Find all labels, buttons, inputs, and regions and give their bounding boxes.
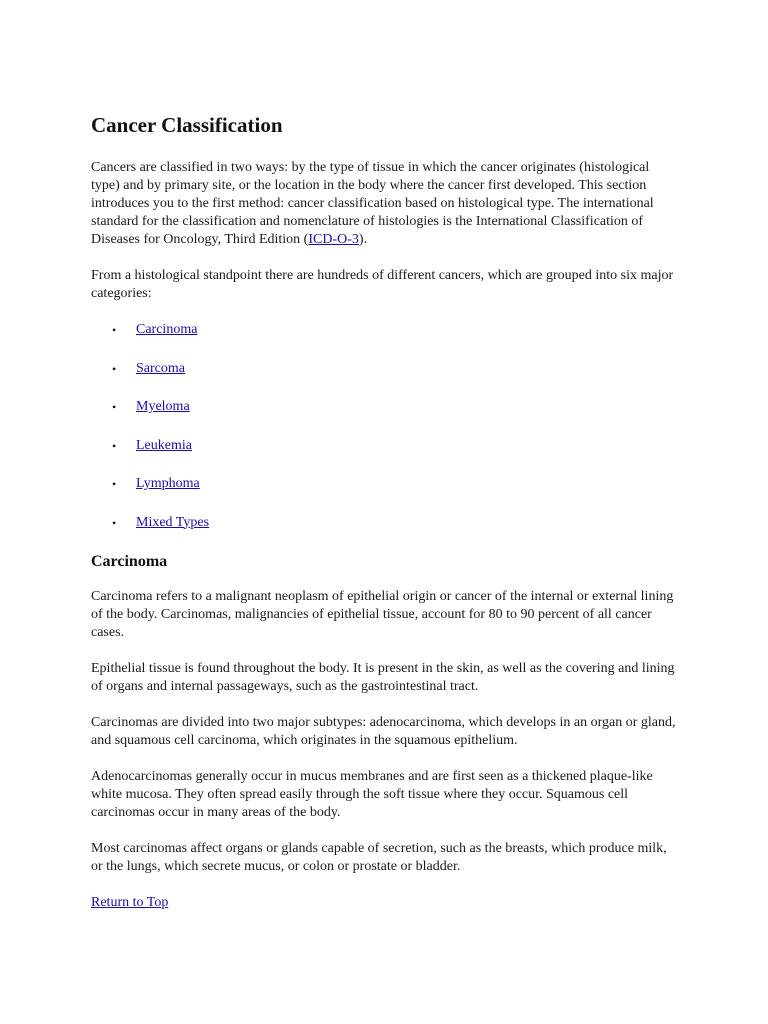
bullet-icon: • <box>112 323 117 337</box>
intro-paragraph <box>91 159 681 249</box>
bullet-icon: • <box>112 477 117 491</box>
standpoint-paragraph: From a histological standpoint there are hundreds of different cancers, which are grouped into six major categories: <box>91 268 674 301</box>
list-item <box>91 437 681 455</box>
carcinoma-paragraph: Epithelial tissue is found throughout the body. It is present in the skin, as well as the covering and lining of organs and internal passageways, such as the gastrointestinal tract. <box>91 661 675 694</box>
lymphoma-link[interactable]: Lymphoma <box>136 476 200 491</box>
bullet-icon: • <box>112 438 117 453</box>
carcinoma-paragraph: Carcinoma refers to a malignant neoplasm of epithelial origin or cancer of the internal or external lining of the body. Carcinomas, malignancies of epithelial tissue, account for 80 to 90 percent of all cancer cases. <box>91 589 674 640</box>
carcinoma-paragraph: Adenocarcinomas generally occur in mucus membranes and are first seen as a thickened plaque-like white mucosa. They often spread easily through the soft tissue where they occur. Squamous cell carcinomas occur in many areas of the body. <box>91 769 653 820</box>
list-item <box>91 398 681 416</box>
list-item <box>91 475 681 493</box>
bullet-icon: • <box>112 361 117 376</box>
carcinoma-link[interactable]: Carcinoma <box>136 322 198 337</box>
intro-text: Cancers are classified in two ways: by the type of tissue in which the cancer originates (histological type) and by primary site, or the location in the body where the cancer first developed. This section introduces you to the first method: cancer classification based on histological type. The international standard for the classification and nomenclature of histologies is the International Classification of Diseases for Oncology, Third Edition ( <box>91 160 654 247</box>
carcinoma-heading: Carcinoma <box>91 553 168 570</box>
bullet-icon: • <box>112 515 117 530</box>
carcinoma-paragraph: Carcinomas are divided into two major subtypes: adenocarcinoma, which develops in an organ or gland, and squamous cell carcinoma, which originates in the squamous epithelium. <box>91 715 676 748</box>
category-list <box>91 321 681 532</box>
list-item <box>91 321 681 339</box>
page-title: Cancer Classification <box>91 113 283 137</box>
carcinoma-paragraph: Most carcinomas affect organs or glands capable of secretion, such as the breasts, which produce milk, or the lungs, which secrete mucus, or colon or prostate or bladder. <box>91 841 667 874</box>
intro-text-end: ). <box>358 232 368 247</box>
leukemia-link[interactable]: Leukemia <box>136 437 192 453</box>
icd-o-3-link[interactable]: ICD-O-3 <box>308 232 359 247</box>
mixed-types-link[interactable]: Mixed Types <box>136 514 210 530</box>
return-to-top-link[interactable]: Return to Top <box>91 895 169 910</box>
list-item <box>91 514 681 532</box>
myeloma-link[interactable]: Myeloma <box>136 399 190 414</box>
document-content <box>91 112 681 930</box>
sarcoma-link[interactable]: Sarcoma <box>136 360 185 376</box>
return-to-top-container <box>91 894 681 912</box>
bullet-icon: • <box>112 400 117 414</box>
list-item <box>91 360 681 378</box>
